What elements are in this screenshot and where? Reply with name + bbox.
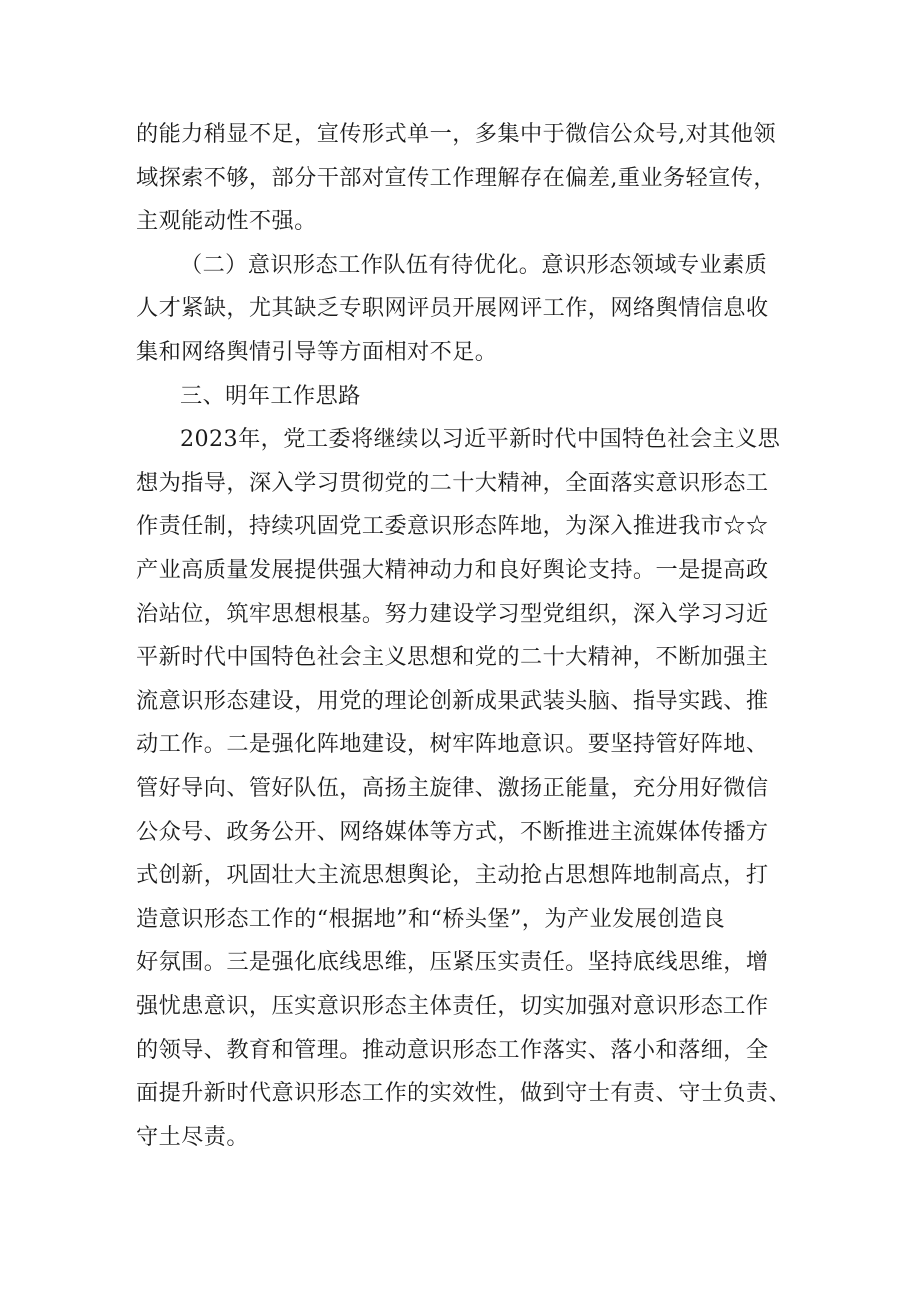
body-text-line: 管好导向、管好队伍，高扬主旋律、激扬正能量，充分用好微信 (136, 775, 769, 801)
body-text-line: 平新时代中国特色社会主义思想和党的二十大精神，不断加强主 (136, 644, 769, 670)
body-text-line: 集和网络舆情引导等方面相对不足。 (136, 339, 498, 365)
body-text-line: 面提升新时代意识形态工作的实效性，做到守士有责、守士负责、 (136, 1080, 792, 1106)
paragraph-first-line: 2023年，党工委将继续以习近平新时代中国特色社会主义思 (180, 426, 781, 452)
body-text-line: 流意识形态建设，用党的理论创新成果武装头脑、指导实践、推 (136, 688, 769, 714)
body-text-line: 作责任制，持续巩固党工委意识形态阵地，为深入推进我市☆☆ (136, 513, 769, 539)
body-text-line: 的能力稍显不足，宣传形式单一，多集中于微信公众号,对其他领 (136, 121, 776, 147)
body-text-line: 式创新，巩固壮大主流思想舆论，主动抢占思想阵地制高点，打 (136, 862, 769, 888)
body-text-line: 想为指导，深入学习贯彻党的二十大精神，全面落实意识形态工 (136, 470, 769, 496)
body-text-line: 域探索不够，部分干部对宣传工作理解存在偏差,重业务轻宣传， (136, 165, 776, 191)
body-text-line: 产业高质量发展提供强大精神动力和良好舆论支持。一是提高政 (136, 557, 769, 583)
body-text-line: 公众号、政务公开、网络媒体等方式，不断推进主流媒体传播方 (136, 819, 769, 845)
body-text-line: 主观能动性不强。 (136, 208, 317, 234)
body-text-line: 人才紧缺，尤其缺乏专职网评员开展网评工作，网络舆情信息收 (136, 295, 769, 321)
body-text-line: 的领导、教育和管理。推动意识形态工作落实、落小和落细，全 (136, 1037, 769, 1063)
body-text-line: 治站位，筑牢思想根基。努力建设学习型党组织，深入学习习近 (136, 601, 769, 627)
body-text-line: 好氛围。三是强化底线思维，压紧压实责任。坚持底线思维，增 (136, 949, 769, 975)
body-text-line: 强忧患意识，压实意识形态主体责任，切实加强对意识形态工作 (136, 993, 769, 1019)
section-two-paragraph-line: （二）意识形态工作队伍有待优化。意识形态领域专业素质 (180, 252, 768, 278)
body-text-line: 守土尽责。 (136, 1124, 249, 1150)
body-text-line: 造意识形态工作的“根据地”和“桥头堡”，为产业发展创造良 (136, 906, 726, 932)
section-heading: 三、明年工作思路 (180, 383, 361, 409)
body-text-line: 动工作。二是强化阵地建设，树牢阵地意识。要坚持管好阵地、 (136, 731, 769, 757)
